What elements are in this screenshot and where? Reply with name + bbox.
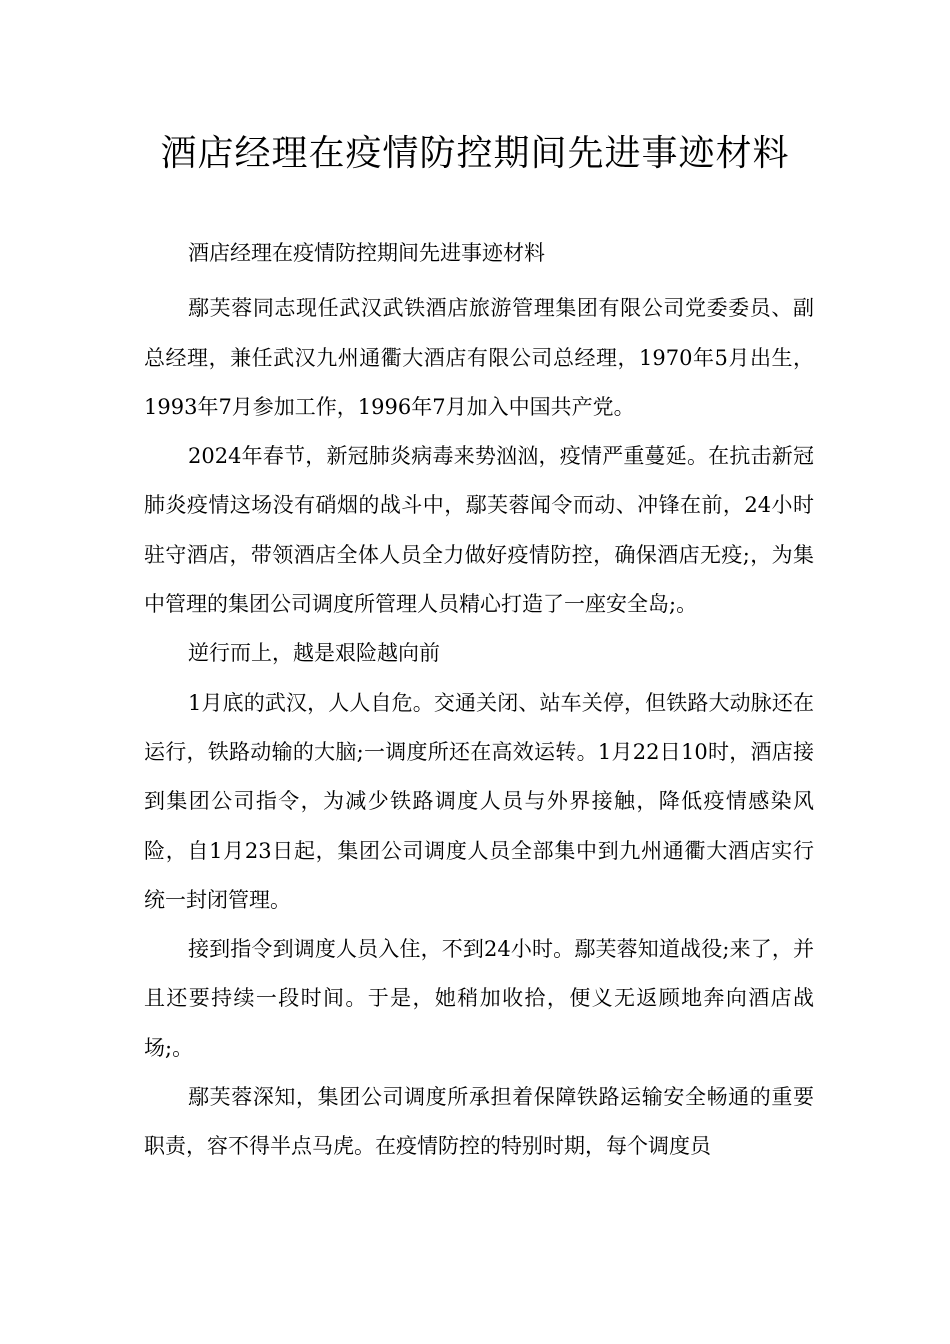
paragraph: 鄢芙蓉同志现任武汉武铁酒店旅游管理集团有限公司党委委员、副总经理，兼任武汉九州通衢大酒店有限公司总经理，1970年5月出生，1993年7月参加工作，1996年7月加入中国共产党。	[144, 296, 814, 419]
paragraph: 2024年春节，新冠肺炎病毒来势汹汹，疫情严重蔓延。在抗击新冠肺炎疫情这场没有硝烟的战斗中，鄢芙蓉闻令而动、冲锋在前，24小时驻守酒店，带领酒店全体人员全力做好疫情防控，确保酒店无疫;，为集中管理的集团公司调度所管理人员精心打造了一座安全岛;。	[144, 444, 814, 617]
paragraph: 鄢芙蓉深知，集团公司调度所承担着保障铁路运输安全畅通的重要职责，容不得半点马虎。在疫情防控的特别时期，每个调度员	[144, 1085, 814, 1159]
document-body	[144, 229, 814, 1172]
paragraph-subtitle: 酒店经理在疫情防控期间先进事迹材料	[188, 241, 545, 265]
paragraph: 1月底的武汉，人人自危。交通关闭、站车关停，但铁路大动脉还在运行，铁路动输的大脑;一调度所还在高效运转。1月22日10时，酒店接到集团公司指令，为减少铁路调度人员与外界接触，降低疫情感染风险，自1月23日起，集团公司调度人员全部集中到九州通衢大酒店实行统一封闭管理。	[144, 690, 814, 912]
document-title: 酒店经理在疫情防控期间先进事迹材料	[160, 133, 790, 174]
paragraph: 接到指令到调度人员入住，不到24小时。鄢芙蓉知道战役;来了，并且还要持续一段时间。于是，她稍加收拾，便义无返顾地奔向酒店战场;。	[144, 937, 814, 1060]
section-heading: 逆行而上，越是艰险越向前	[188, 641, 440, 666]
